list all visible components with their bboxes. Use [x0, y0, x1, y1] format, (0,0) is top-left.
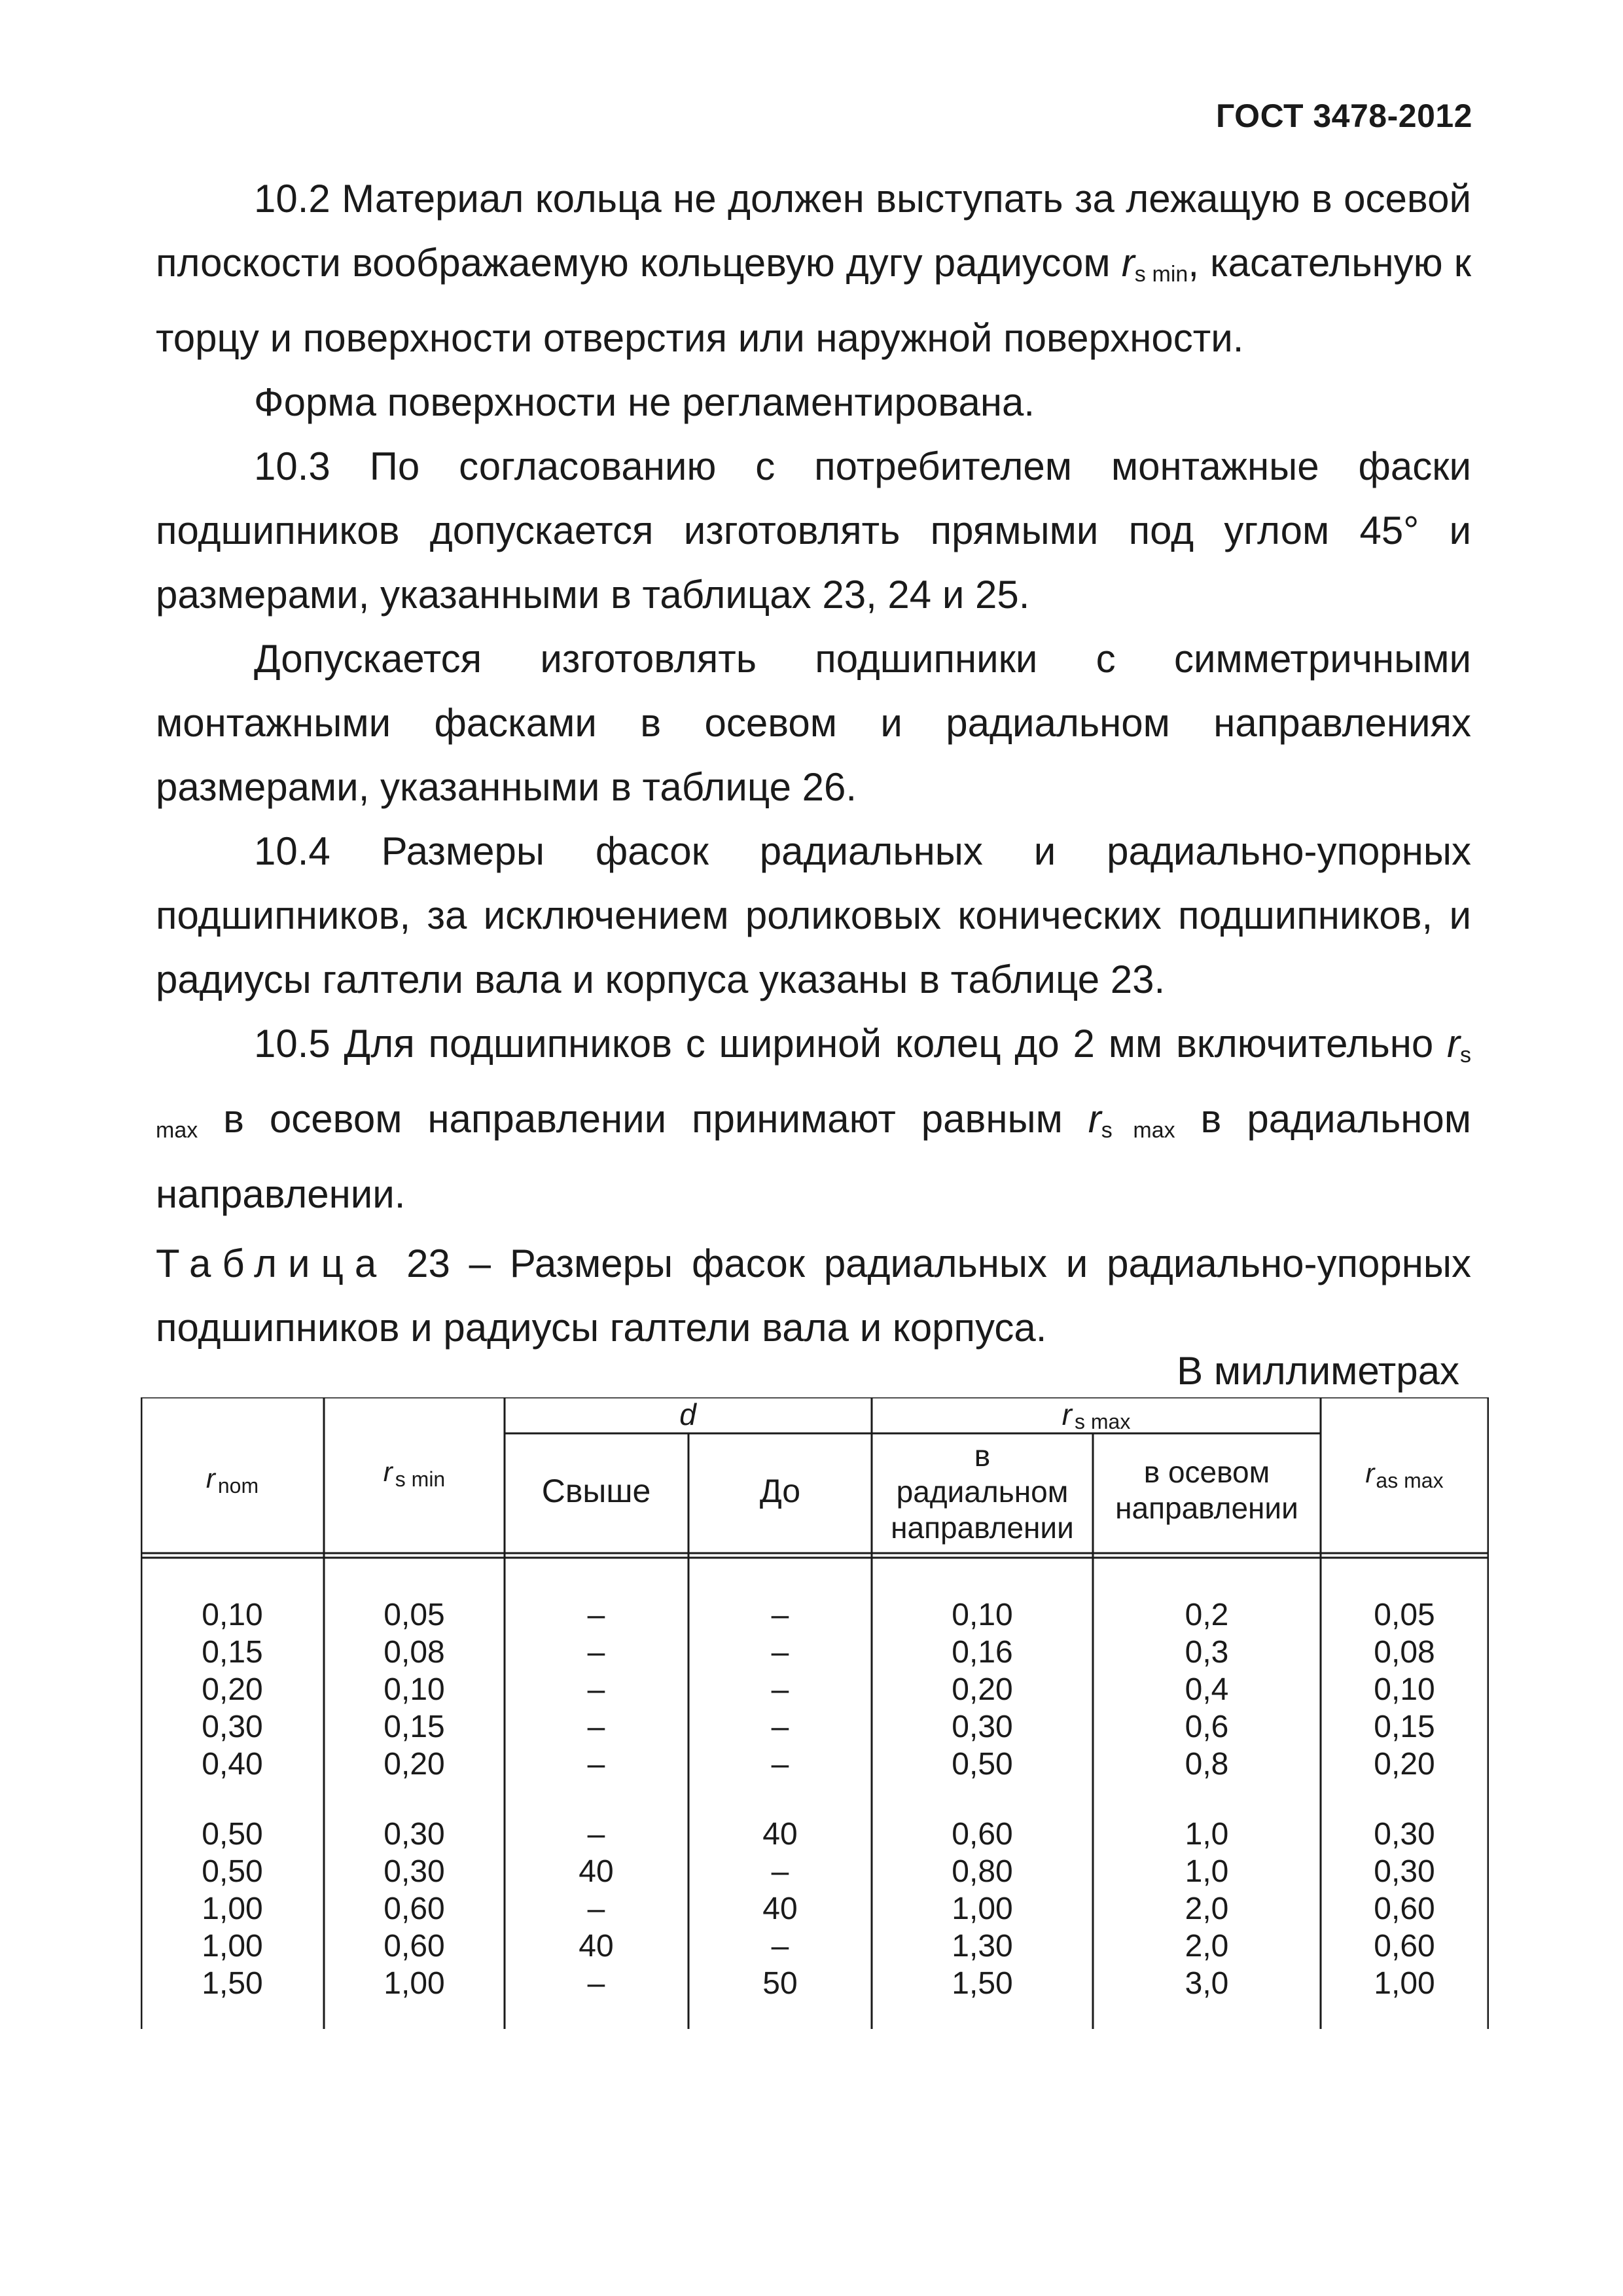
- cell-r-nom: 1,50: [202, 1966, 263, 2001]
- table-row: [202, 1672, 1435, 1707]
- cell-d-to: 50: [762, 1966, 798, 2001]
- cell-rs-min: 0,15: [383, 1710, 445, 1744]
- cell-d-over: –: [587, 1672, 605, 1707]
- cell-rs-max-radial: 1,00: [952, 1892, 1013, 1926]
- header-rs-max: r s max: [1061, 1397, 1131, 1433]
- paragraph-symmetric: Допускается изготовлять подшипники с симметричными монтажными фасками в осевом и радиальном направлениях размерами, указанными в таблице 26.: [156, 637, 1471, 809]
- paragraph-10-2: 10.2 Материал кольца не должен выступать за лежащую в осевой плоскости воображаемую кольцевую дугу радиусом $r_{s min}$, касательную к торцу и поверхности отверстия или наружной поверхности.: [156, 177, 1471, 360]
- cell-rs-min: 0,60: [383, 1929, 445, 1964]
- cell-rs-max-axial: 2,0: [1185, 1929, 1229, 1964]
- cell-d-to: –: [771, 1710, 789, 1744]
- cell-d-to: –: [771, 1635, 789, 1670]
- cell-ras-max: 0,20: [1374, 1747, 1435, 1782]
- cell-r-nom: 0,30: [202, 1710, 263, 1744]
- cell-r-nom: 0,15: [202, 1635, 263, 1670]
- header-axial-1: в осевом: [1143, 1455, 1270, 1489]
- cell-rs-min: 0,60: [383, 1892, 445, 1926]
- cell-rs-max-axial: 0,2: [1185, 1598, 1229, 1632]
- cell-d-over: 40: [579, 1854, 614, 1889]
- cell-ras-max: 1,00: [1374, 1966, 1435, 2001]
- table-row: [202, 1598, 1435, 1632]
- table-23: [141, 1397, 1489, 2042]
- table-row: [202, 1710, 1435, 1744]
- cell-d-over: 40: [579, 1929, 614, 1964]
- cell-rs-max-axial: 0,4: [1185, 1672, 1229, 1707]
- cell-rs-max-radial: 0,16: [952, 1635, 1013, 1670]
- cell-ras-max: 0,05: [1374, 1598, 1435, 1632]
- cell-r-nom: 0,40: [202, 1747, 263, 1782]
- cell-r-nom: 1,00: [202, 1892, 263, 1926]
- cell-rs-max-axial: 1,0: [1185, 1854, 1229, 1889]
- header-d-to: До: [759, 1473, 801, 1509]
- cell-rs-max-radial: 1,30: [952, 1929, 1013, 1964]
- cell-rs-max-radial: 0,80: [952, 1854, 1013, 1889]
- cell-ras-max: 0,15: [1374, 1710, 1435, 1744]
- cell-rs-max-axial: 3,0: [1185, 1966, 1229, 2001]
- table-grid: [141, 1397, 1489, 2039]
- document-code: ГОСТ 3478-2012: [1216, 98, 1472, 134]
- cell-rs-max-radial: 1,50: [952, 1966, 1013, 2001]
- cell-d-over: –: [587, 1747, 605, 1782]
- cell-rs-max-axial: 0,6: [1185, 1710, 1229, 1744]
- cell-d-to: –: [771, 1598, 789, 1632]
- cell-rs-min: 0,08: [383, 1635, 445, 1670]
- cell-ras-max: 0,60: [1374, 1929, 1435, 1964]
- cell-d-to: 40: [762, 1892, 798, 1926]
- table-row: [202, 1966, 1435, 2001]
- cell-ras-max: 0,10: [1374, 1672, 1435, 1707]
- cell-rs-min: 1,00: [383, 1966, 445, 2001]
- cell-d-over: –: [587, 1635, 605, 1670]
- cell-r-nom: 0,20: [202, 1672, 263, 1707]
- cell-rs-max-axial: 1,0: [1185, 1817, 1229, 1852]
- cell-ras-max: 0,30: [1374, 1854, 1435, 1889]
- cell-d-to: 40: [762, 1817, 798, 1852]
- caption-text: – Размеры фасок радиальных и радиально-упорных подшипников и радиусы галтели вала и корпуса.: [156, 1242, 1471, 1350]
- cell-rs-max-axial: 0,3: [1185, 1635, 1229, 1670]
- units-note: В миллиметрах: [1177, 1349, 1459, 1393]
- caption-number: 23: [406, 1242, 450, 1285]
- cell-r-nom: 0,50: [202, 1854, 263, 1889]
- header-d: d: [679, 1397, 696, 1431]
- cell-r-nom: 1,00: [202, 1929, 263, 1964]
- cell-r-nom: 0,10: [202, 1598, 263, 1632]
- header-radial-3: направлении: [891, 1511, 1074, 1545]
- cell-rs-min: 0,30: [383, 1854, 445, 1889]
- cell-d-to: –: [771, 1854, 789, 1889]
- header-radial-2: радиальном: [896, 1475, 1069, 1509]
- cell-rs-max-radial: 0,10: [952, 1598, 1013, 1632]
- cell-d-over: –: [587, 1598, 605, 1632]
- cell-rs-max-radial: 0,60: [952, 1817, 1013, 1852]
- table-row: [202, 1817, 1435, 1852]
- cell-d-to: –: [771, 1747, 789, 1782]
- cell-rs-min: 0,10: [383, 1672, 445, 1707]
- table-row: [202, 1747, 1435, 1782]
- cell-ras-max: 0,60: [1374, 1892, 1435, 1926]
- paragraph-10-3: 10.3 По согласованию с потребителем монтажные фаски подшипников допускается изготовлять прямыми под углом 45° и размерами, указанными в таблицах 23, 24 и 25.: [156, 444, 1471, 617]
- table-body: [202, 1598, 1435, 2001]
- table-caption: [156, 1232, 1471, 1360]
- cell-d-over: –: [587, 1817, 605, 1852]
- cell-d-over: –: [587, 1966, 605, 2001]
- table-row: [202, 1854, 1435, 1889]
- cell-rs-min: 0,05: [383, 1598, 445, 1632]
- cell-d-to: –: [771, 1929, 789, 1964]
- cell-d-over: –: [587, 1710, 605, 1744]
- paragraph-form: Форма поверхности не регламентирована.: [254, 380, 1035, 424]
- table-row: [202, 1635, 1435, 1670]
- header-ras-max: ras max: [1365, 1458, 1444, 1492]
- header-radial-1: в: [974, 1439, 991, 1473]
- cell-r-nom: 0,50: [202, 1817, 263, 1852]
- cell-rs-min: 0,30: [383, 1817, 445, 1852]
- table-row: [202, 1929, 1435, 1964]
- cell-d-to: –: [771, 1672, 789, 1707]
- cell-rs-min: 0,20: [383, 1747, 445, 1782]
- paragraph-10-4: 10.4 Размеры фасок радиальных и радиально-упорных подшипников, за исключением роликовых конических подшипников, и радиусы галтели вала и корпуса указаны в таблице 23.: [156, 829, 1471, 1001]
- header-d-over: Свыше: [541, 1473, 651, 1509]
- cell-rs-max-axial: 2,0: [1185, 1892, 1229, 1926]
- cell-rs-max-axial: 0,8: [1185, 1747, 1229, 1782]
- var-r: r: [1121, 241, 1135, 285]
- cell-rs-max-radial: 0,20: [952, 1672, 1013, 1707]
- header-rs-min: r s min: [383, 1456, 446, 1491]
- subscript: s min: [1134, 262, 1188, 287]
- paragraph-10-5: 10.5 Для подшипников с шириной колец до 2 мм включительно $r_{s max}$ в осевом направлении принимают равным $r_{s max}$ в радиальном направлении.: [156, 1022, 1471, 1216]
- cell-ras-max: 0,08: [1374, 1635, 1435, 1670]
- body-text: [156, 167, 1471, 1360]
- table-row: [202, 1892, 1435, 1926]
- header-r-nom: r nom: [205, 1463, 259, 1498]
- cell-ras-max: 0,30: [1374, 1817, 1435, 1852]
- cell-rs-max-radial: 0,50: [952, 1747, 1013, 1782]
- cell-d-over: –: [587, 1892, 605, 1926]
- cell-rs-max-radial: 0,30: [952, 1710, 1013, 1744]
- caption-lead: Таблица: [156, 1242, 388, 1285]
- header-axial-2: направлении: [1115, 1491, 1298, 1525]
